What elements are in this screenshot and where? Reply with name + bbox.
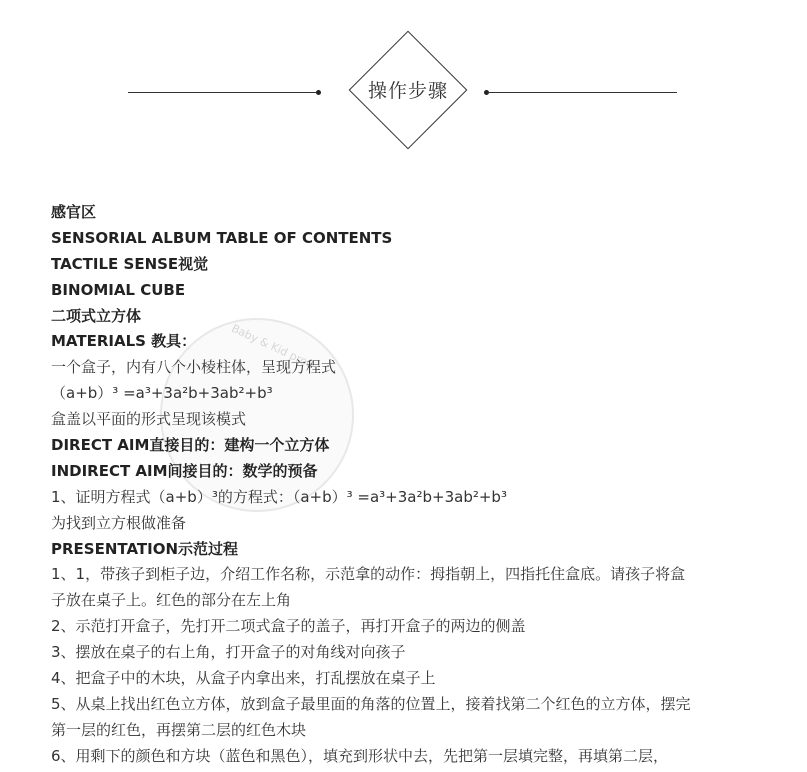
heading-line: PRESENTATION示范过程 <box>51 539 239 558</box>
heading-line: BINOMIAL CUBE <box>51 280 186 299</box>
text-line: 1、证明方程式（a+b）³的方程式：（a+b）³ =a³+3a²b+3ab²+b³ <box>51 487 507 506</box>
text-line: 子放在桌子上。红色的部分在左上角 <box>51 591 292 610</box>
watermark-text: Baby & Kid prod <box>229 321 316 372</box>
section-header <box>0 0 807 180</box>
text-line: 3、摆放在桌子的右上角，打开盒子的对角线对向孩子 <box>51 643 406 662</box>
text-line: 为找到立方根做准备 <box>51 513 187 532</box>
heading-line: TACTILE SENSE视觉 <box>51 254 209 273</box>
heading-line: DIRECT AIM直接目的：建构一个立方体 <box>51 436 330 455</box>
document-body <box>51 200 751 770</box>
heading-line: 感官区 <box>51 203 97 221</box>
heading-line: INDIRECT AIM间接目的：数学的预备 <box>51 461 318 480</box>
heading-line: 二项式立方体 <box>51 306 142 325</box>
header-left-dot <box>316 90 321 95</box>
header-right-rule <box>487 92 677 93</box>
section-title: 操作步骤 <box>367 80 448 102</box>
text-line: 5、从桌上找出红色立方体，放到盒子最里面的角落的位置上，接着找第二个红色的立方体，摆完 <box>51 694 691 713</box>
text-line: 盒盖以平面的形式呈现该模式 <box>51 410 247 429</box>
text-line: 4、把盒子中的木块，从盒子内拿出来，打乱摆放在桌子上 <box>51 669 436 688</box>
text-line: （a+b）³ =a³+3a²b+3ab²+b³ <box>51 384 273 403</box>
text-line: 一个盒子，内有八个小棱柱体，呈现方程式 <box>51 358 337 377</box>
text-line: 第一层的红色，再摆第二层的红色木块 <box>51 720 307 739</box>
text-line: 6、用剩下的颜色和方块（蓝色和黑色），填充到形状中去，先把第一层填完整，再填第二层， <box>51 746 669 765</box>
header-left-rule <box>128 92 318 93</box>
text-line: 1、1，带孩子到柜子边，介绍工作名称，示范拿的动作：拇指朝上，四指托住盒底。请孩子将盒 <box>51 565 686 584</box>
text-line: 2、示范打开盒子，先打开二项式盒子的盖子，再打开盒子的两边的侧盖 <box>51 617 526 636</box>
heading-line: SENSORIAL ALBUM TABLE OF CONTENTS <box>51 228 393 247</box>
heading-line: MATERIALS 教具： <box>51 332 197 351</box>
